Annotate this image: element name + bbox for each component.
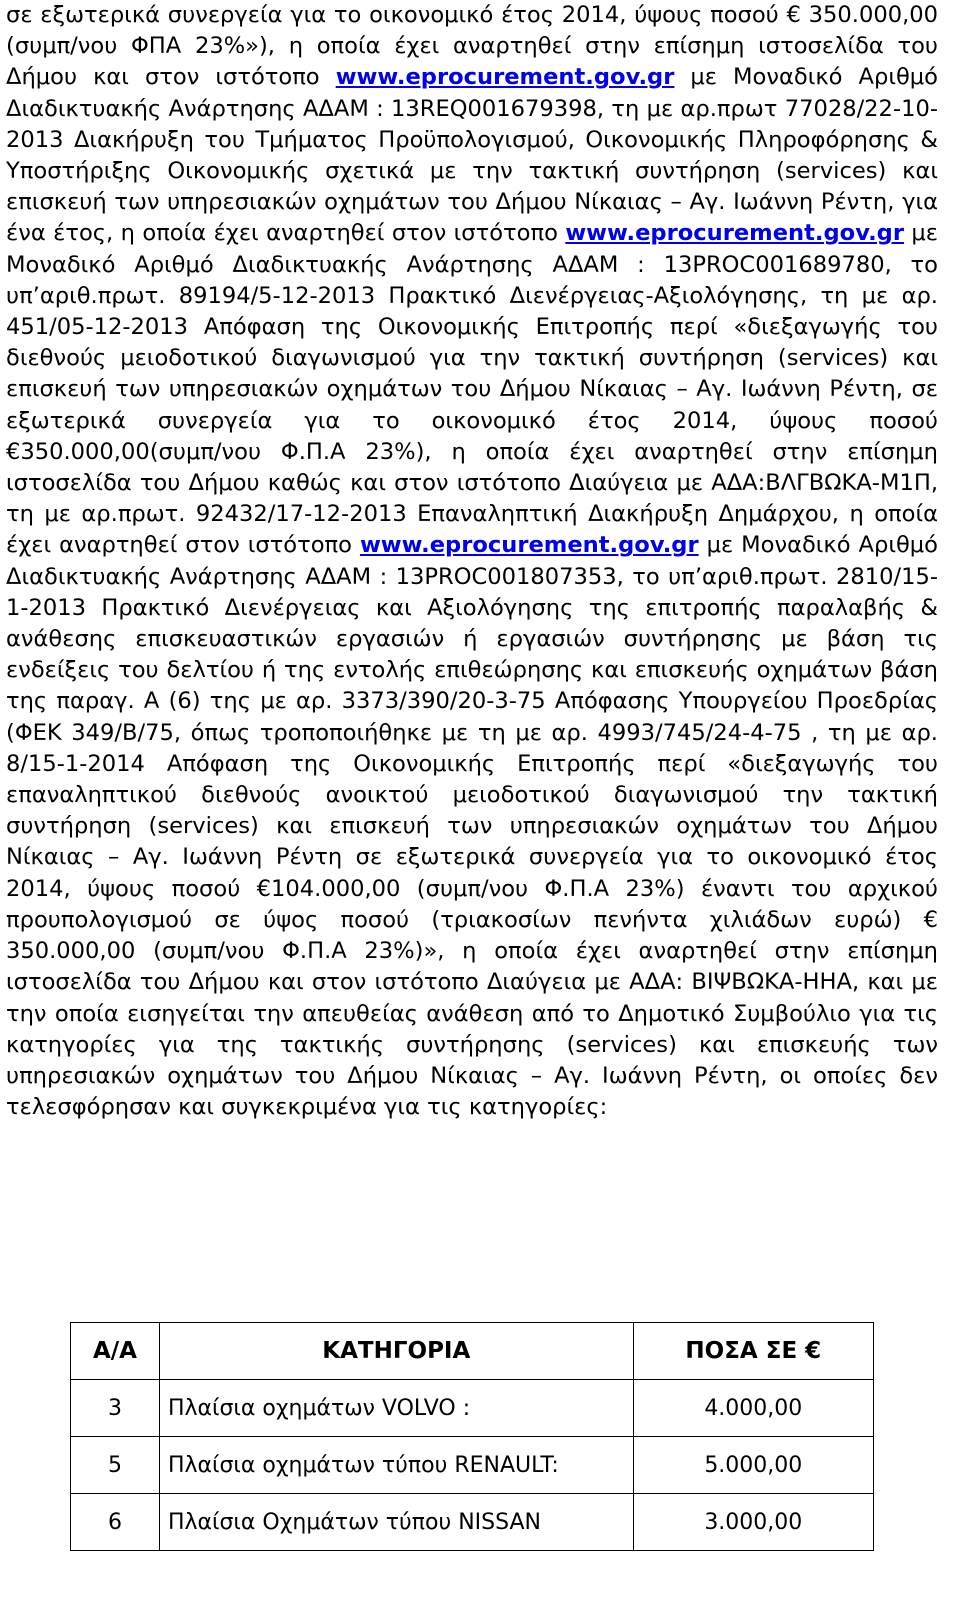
body-paragraph xyxy=(6,0,938,1123)
body-text-2: με Μοναδικό Αριθμό Διαδικτυακής Ανάρτησης ΑΔΑΜ : 13REQ001679398, τη με αρ.πρωτ 77028/22-10-2013 Διακήρυξη του Τμήματος Προϋπολογισμού, Οικονομικής Πληροφόρησης & Υποστήριξης Οικονομικής σχετικά με την τακτική συντήρηση (services) και επισκευή των υπηρεσιακών οχημάτων του Δήμου Νίκαιας – Αγ. Ιωάννη Ρέντη, για ένα έτος, η οποία έχει αναρτηθεί στον ιστότοπο xyxy=(6,64,938,247)
eprocurement-link-3[interactable]: www.eprocurement.gov.gr xyxy=(359,532,699,559)
table-row xyxy=(71,1380,874,1437)
eprocurement-link-1[interactable]: www.eprocurement.gov.gr xyxy=(335,64,675,91)
table-header-row xyxy=(71,1323,874,1380)
row-category: Πλαίσια οχημάτων τύπου RENAULT: xyxy=(159,1437,633,1494)
header-amount: ΠΟΣΑ ΣΕ € xyxy=(633,1323,873,1380)
row-aa: 3 xyxy=(71,1380,160,1437)
header-category: ΚΑΤΗΓΟΡΙΑ xyxy=(159,1323,633,1380)
row-aa: 6 xyxy=(71,1494,160,1551)
document-page xyxy=(6,0,938,1123)
row-amount: 3.000,00 xyxy=(633,1494,873,1551)
row-amount: 5.000,00 xyxy=(633,1437,873,1494)
eprocurement-link-2[interactable]: www.eprocurement.gov.gr xyxy=(565,220,904,247)
table-row xyxy=(71,1494,874,1551)
row-aa: 5 xyxy=(71,1437,160,1494)
table-row xyxy=(71,1437,874,1494)
row-amount: 4.000,00 xyxy=(633,1380,873,1437)
categories-table xyxy=(70,1322,874,1551)
body-text-4: με Μοναδικό Αριθμό Διαδικτυακής Ανάρτησης ΑΔΑΜ : 13PROC001807353, το υπ’αριθ.πρωτ. 2810/15-1-2013 Πρακτικό Διενέργειας και Αξιολόγησης της επιτροπής παραλαβής & ανάθεσης επισκευαστικών εργασιών ή εργασιών συντήρησης με βάση τις ενδείξεις του δελτίου ή της εντολής επιθεώρησης και επισκευής οχημάτων βάση της παραγ. Α (6) της με αρ. 3373/390/20-3-75 Απόφασης Υπουργείου Προεδρίας (ΦΕΚ 349/Β/75, όπως τροποποιήθηκε με τη με αρ. 4993/745/24-4-75 , τη με αρ. 8/15-1-2014 Απόφαση της Οικονομικής Επιτροπής περί «διεξαγωγής του επαναληπτικού διεθνούς ανοικτού μειοδοτικού διαγωνισμού την τακτική συντήρηση (services) και επισκευή των υπηρεσιακών οχημάτων του Δήμου Νίκαιας – Αγ. Ιωάννη Ρέντη σε εξωτερικά συνεργεία για το οικονομικό έτος 2014, ύψους ποσού €104.000,00 (συμπ/νου Φ.Π.Α 23%) έναντι του αρχικού προυπολογισμού σε ύψος ποσού (τριακοσίων πενήντα χιλιάδων ευρώ) € 350.000,00 (συμπ/νου Φ.Π.Α 23%)», η οποία έχει αναρτηθεί στην επίσημη ιστοσελίδα του Δήμου και στον ιστότοπο Διαύγεια με ΑΔΑ: ΒΙΨΒΩΚΑ-ΗΗΑ, και με την οποία εισηγείται την απευθείας ανάθεση από το Δημοτικό Συμβούλιο για τις κατηγορίες για της τακτικής συντήρησης (services) και επισκευής των υπηρεσιακών οχημάτων του Δήμου Νίκαιας – Αγ. Ιωάννη Ρέντη, οι οποίες δεν τελεσφόρησαν και συγκεκριμένα για τις κατηγορίες: xyxy=(6,532,938,1121)
body-text-3: με Μοναδικό Αριθμό Διαδικτυακής Ανάρτησης ΑΔΑΜ : 13PROC001689780, το υπ’αριθ.πρωτ. 89194/5-12-2013 Πρακτικό Διενέργειας-Αξιολόγησης, τη με αρ. 451/05-12-2013 Απόφαση της Οικονομικής Επιτροπής περί «διεξαγωγής του διεθνούς μειοδοτικού διαγωνισμού για την τακτική συντήρηση (services) και επισκευή των υπηρεσιακών οχημάτων του Δήμου Νίκαιας – Αγ. Ιωάννη Ρέντη, σε εξωτερικά συνεργεία για το οικονομικό έτος 2014, ύψους ποσού €350.000,00(συμπ/νου Φ.Π.Α 23%), η οποία έχει αναρτηθεί στην επίσημη ιστοσελίδα του Δήμου καθώς και στον ιστότοπο Διαύγεια με ΑΔΑ:ΒΛΓΒΩΚΑ-Μ1Π, τη με αρ.πρωτ. 92432/17-12-2013 Επαναληπτική Διακήρυξη Δημάρχου, η οποία έχει αναρτηθεί στον ιστότοπο xyxy=(6,220,939,559)
categories-table-container xyxy=(70,1322,874,1551)
header-aa: Α/Α xyxy=(71,1323,160,1380)
body-text-1: σε εξωτερικά συνεργεία για το οικονομικό έτος 2014, ύψους ποσού € 350.000,00 (συμπ/νου ΦΠΑ 23%»), η οποία έχει αναρτηθεί στην επίσημη ιστοσελίδα του Δήμου και στον ιστότοπο xyxy=(6,2,938,91)
row-category: Πλαίσια Οχημάτων τύπου NISSAN xyxy=(159,1494,633,1551)
row-category: Πλαίσια οχημάτων VOLVO : xyxy=(159,1380,633,1437)
